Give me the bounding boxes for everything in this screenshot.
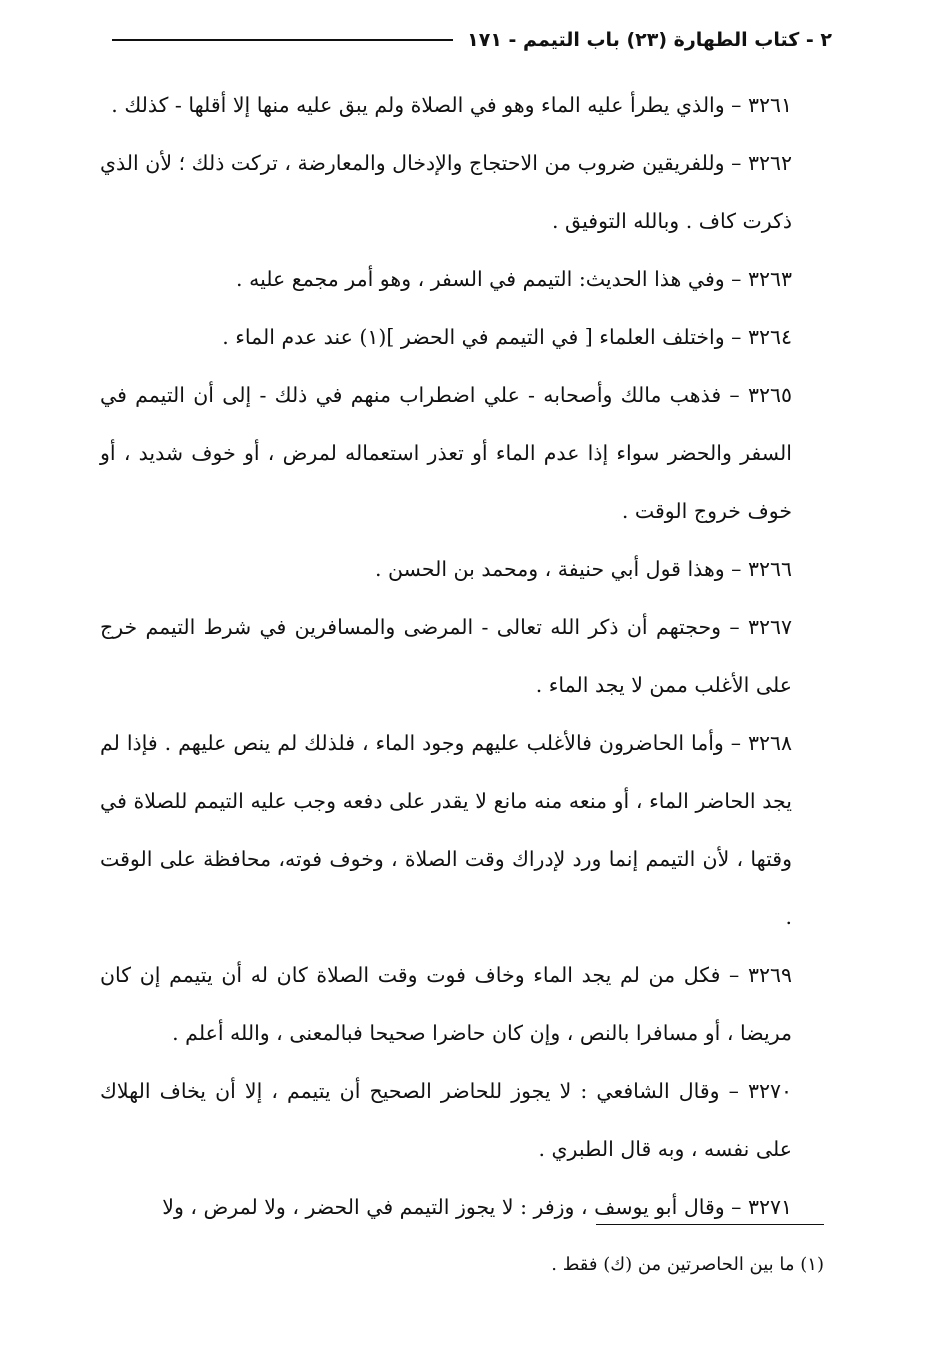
paragraph-3262: ٣٢٦٢ – وللفريقين ضروب من الاحتجاج والإدخال والمعارضة ، تركت ذلك ؛ لأن الذي ذكرت كاف . وبالله التوفيق .	[100, 151, 792, 233]
main-text	[100, 76, 832, 1236]
paragraph-text: واختلف العلماء [ في التيمم في الحضر ](١) عند عدم الماء .	[222, 325, 725, 349]
paragraph-number: ٣٢٦٣	[747, 267, 792, 291]
paragraph-text: وللفريقين ضروب من الاحتجاج والإدخال والمعارضة ، تركت ذلك ؛ لأن الذي ذكرت كاف . وبالله التوفيق .	[100, 151, 792, 233]
paragraph-text: وقال الشافعي : لا يجوز للحاضر الصحيح أن يتيمم ، إلا أن يخاف الهلاك على نفسه ، وبه قال الطبري .	[100, 1079, 792, 1161]
paragraph-number: ٣٢٧١	[747, 1195, 792, 1219]
footnote: (١) ما بين الحاصرتين من (ك) فقط .	[551, 1254, 824, 1275]
paragraph-3261: ٣٢٦١ – والذي يطرأ عليه الماء وهو في الصلاة ولم يبق عليه منها إلا أقلها - كذلك .	[111, 93, 792, 117]
paragraph-3263: ٣٢٦٣ – وفي هذا الحديث: التيمم في السفر ، وهو أمر مجمع عليه .	[236, 267, 792, 291]
paragraph-number: ٣٢٦٩	[747, 963, 792, 987]
paragraph-text: وفي هذا الحديث: التيمم في السفر ، وهو أمر مجمع عليه .	[236, 267, 725, 291]
paragraph-3267: ٣٢٦٧ – وحجتهم أن ذكر الله تعالى - المرضى والمسافرين في شرط التيمم خرج على الأغلب ممن لا يجد الماء .	[100, 615, 792, 697]
paragraph-3264: ٣٢٦٤ – واختلف العلماء [ في التيمم في الحضر ](١) عند عدم الماء .	[222, 325, 792, 349]
paragraph-text: فكل من لم يجد الماء وخاف فوت وقت الصلاة كان له أن يتيمم إن كان مريضا ، أو مسافرا بالنص ، وإن كان حاضرا صحيحا فبالمعنى ، والله أعلم .	[100, 963, 792, 1045]
paragraph-number: ٣٢٦٤	[747, 325, 792, 349]
header-title: ٢ - كتاب الطهارة (٢٣) باب التيمم - ١٧١	[467, 29, 832, 51]
header-rule	[112, 39, 453, 41]
paragraph-number: ٣٢٦٨	[747, 731, 792, 755]
paragraph-text: فذهب مالك وأصحابه - علي اضطراب منهم في ذلك - إلى أن التيمم في السفر والحضر سواء إذا عدم الماء أو تعذر استعماله لمرض ، أو خوف شديد ، أو خوف خروج الوقت .	[100, 383, 792, 523]
paragraph-number: ٣٢٧٠	[747, 1079, 792, 1103]
paragraph-3266: ٣٢٦٦ – وهذا قول أبي حنيفة ، ومحمد بن الحسن .	[374, 557, 792, 581]
paragraph-text: وأما الحاضرون فالأغلب عليهم وجود الماء ، فلذلك لم ينص عليهم . فإذا لم يجد الحاضر الماء ، أو منعه منه مانع لا يقدر على دفعه وجب عليه التيمم للصلاة في وقتها ، لأن التيمم إنما ورد لإدراك وقت الصلاة ، وخوف فوته، محافظة على الوقت .	[100, 731, 792, 929]
paragraph-3269: ٣٢٦٩ – فكل من لم يجد الماء وخاف فوت وقت الصلاة كان له أن يتيمم إن كان مريضا ، أو مسافرا بالنص ، وإن كان حاضرا صحيحا فبالمعنى ، والله أعلم .	[100, 963, 792, 1045]
paragraph-text: وهذا قول أبي حنيفة ، ومحمد بن الحسن .	[374, 557, 725, 581]
paragraph-text: وقال أبو يوسف ، وزفر : لا يجوز التيمم في الحضر ، ولا لمرض ، ولا	[162, 1195, 725, 1219]
paragraph-3271: ٣٢٧١ – وقال أبو يوسف ، وزفر : لا يجوز التيمم في الحضر ، ولا لمرض ، ولا	[162, 1195, 792, 1219]
paragraph-3270: ٣٢٧٠ – وقال الشافعي : لا يجوز للحاضر الصحيح أن يتيمم ، إلا أن يخاف الهلاك على نفسه ، وبه قال الطبري .	[100, 1079, 792, 1161]
paragraph-3265: ٣٢٦٥ – فذهب مالك وأصحابه - علي اضطراب منهم في ذلك - إلى أن التيمم في السفر والحضر سواء إذا عدم الماء أو تعذر استعماله لمرض ، أو خوف شديد ، أو خوف خروج الوقت .	[100, 383, 792, 523]
paragraph-text: والذي يطرأ عليه الماء وهو في الصلاة ولم يبق عليه منها إلا أقلها - كذلك .	[111, 93, 725, 117]
paragraph-3268: ٣٢٦٨ – وأما الحاضرون فالأغلب عليهم وجود الماء ، فلذلك لم ينص عليهم . فإذا لم يجد الحاضر الماء ، أو منعه منه مانع لا يقدر على دفعه وجب عليه التيمم للصلاة في وقتها ، لأن التيمم إنما ورد لإدراك وقت الصلاة ، وخوف فوته، محافظة على الوقت .	[100, 731, 792, 929]
footnote-separator	[596, 1224, 824, 1225]
paragraph-number: ٣٢٦٢	[747, 151, 792, 175]
paragraph-number: ٣٢٦١	[747, 93, 792, 117]
paragraph-number: ٣٢٦٧	[747, 615, 792, 639]
running-header	[112, 22, 832, 58]
paragraph-text: وحجتهم أن ذكر الله تعالى - المرضى والمسافرين في شرط التيمم خرج على الأغلب ممن لا يجد الماء .	[100, 615, 792, 697]
paragraph-number: ٣٢٦٦	[747, 557, 792, 581]
paragraph-number: ٣٢٦٥	[747, 383, 792, 407]
